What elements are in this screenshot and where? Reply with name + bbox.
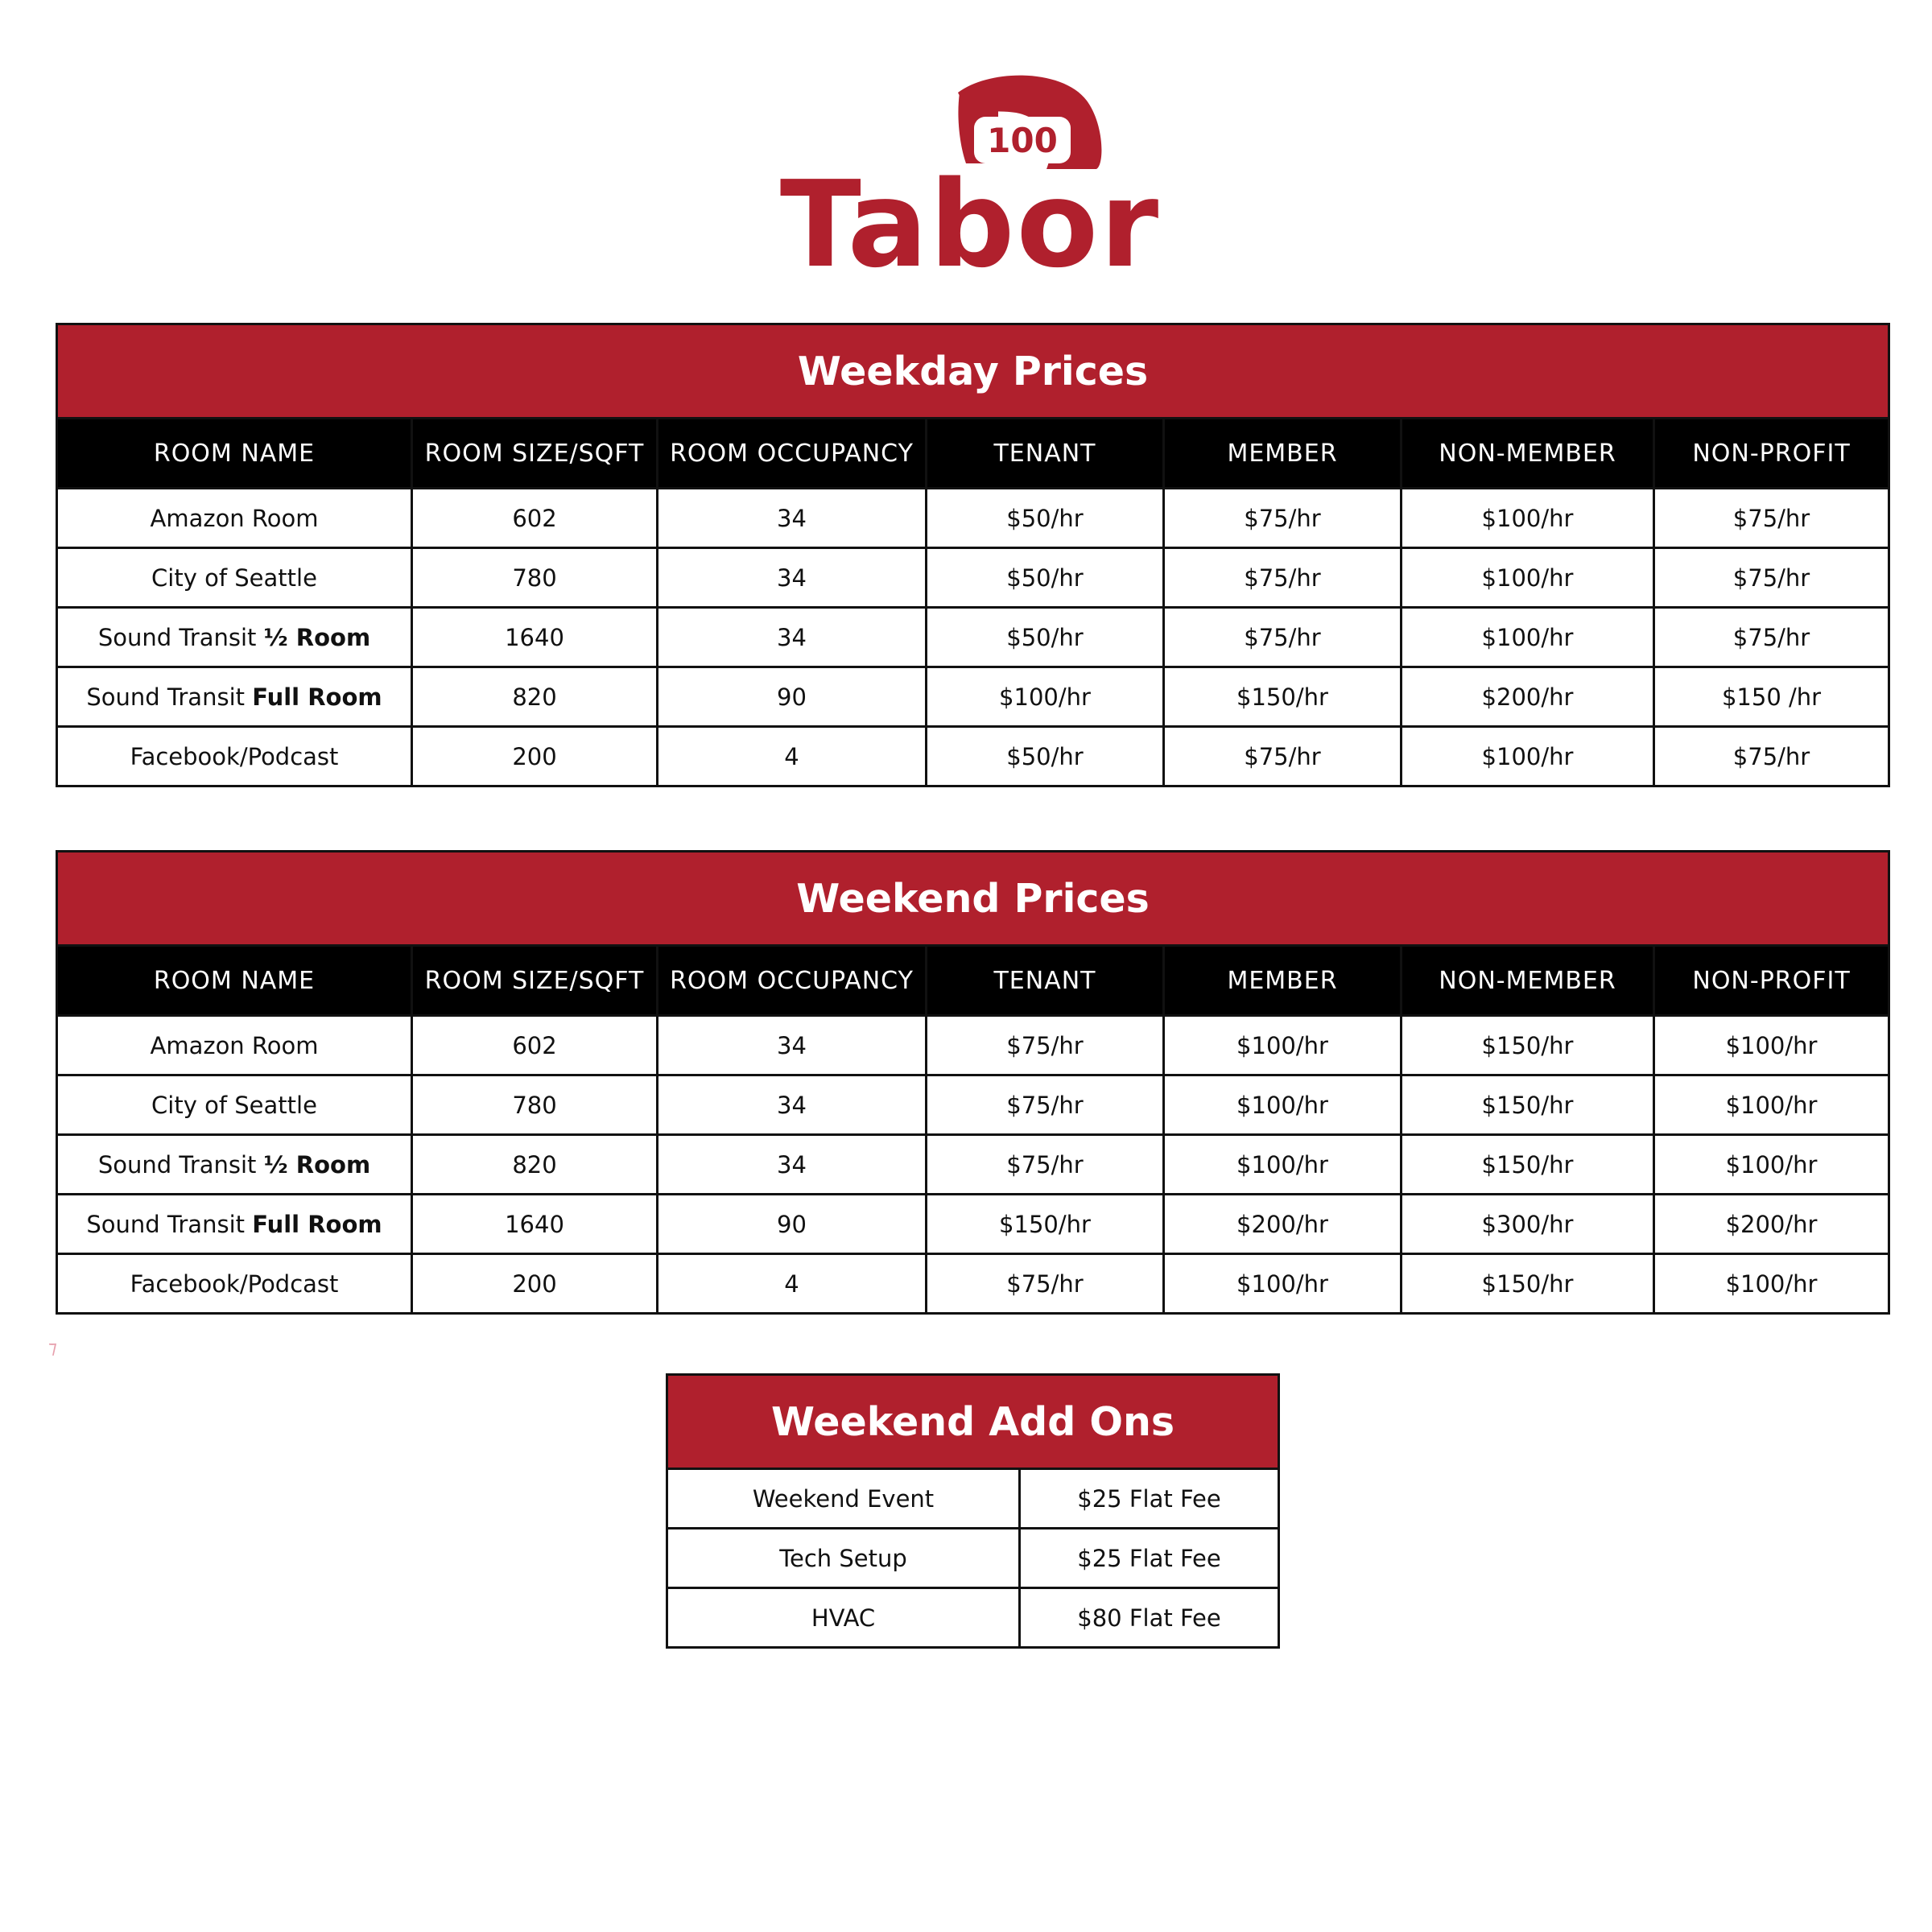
room-size-cell: 1640 bbox=[412, 1195, 658, 1254]
tenant-price-cell: $150/hr bbox=[927, 1195, 1164, 1254]
col-room-occupancy: ROOM OCCUPANCY bbox=[658, 946, 927, 1016]
weekend-title: Weekend Prices bbox=[57, 852, 1889, 946]
addon-label-cell: Tech Setup bbox=[667, 1529, 1020, 1588]
occupancy-cell: 34 bbox=[658, 1135, 927, 1195]
col-room-name: ROOM NAME bbox=[57, 946, 412, 1016]
member-price-cell: $75/hr bbox=[1164, 489, 1402, 548]
non-member-price-cell: $100/hr bbox=[1402, 489, 1654, 548]
table-row bbox=[57, 489, 1889, 548]
non-member-price-cell: $200/hr bbox=[1402, 667, 1654, 727]
tenant-price-cell: $50/hr bbox=[927, 727, 1164, 786]
non-profit-price-cell: $75/hr bbox=[1654, 548, 1889, 608]
col-non-profit: NON-PROFIT bbox=[1654, 419, 1889, 489]
room-name-cell: Amazon Room bbox=[57, 1016, 412, 1075]
room-name-cell: City of Seattle bbox=[57, 548, 412, 608]
addon-price-cell: $25 Flat Fee bbox=[1020, 1469, 1279, 1529]
occupancy-cell: 90 bbox=[658, 1195, 927, 1254]
member-price-cell: $75/hr bbox=[1164, 727, 1402, 786]
room-size-cell: 780 bbox=[412, 548, 658, 608]
member-price-cell: $75/hr bbox=[1164, 608, 1402, 667]
weekend-prices-table bbox=[56, 850, 1890, 1315]
col-room-name: ROOM NAME bbox=[57, 419, 412, 489]
room-size-cell: 820 bbox=[412, 667, 658, 727]
room-name-cell: Sound Transit ½ Room bbox=[57, 608, 412, 667]
table-row bbox=[57, 548, 1889, 608]
col-room-size: ROOM SIZE/SQFT bbox=[412, 419, 658, 489]
occupancy-cell: 34 bbox=[658, 608, 927, 667]
non-member-price-cell: $100/hr bbox=[1402, 608, 1654, 667]
non-profit-price-cell: $100/hr bbox=[1654, 1135, 1889, 1195]
occupancy-cell: 4 bbox=[658, 727, 927, 786]
member-price-cell: $100/hr bbox=[1164, 1075, 1402, 1135]
addon-price-cell: $25 Flat Fee bbox=[1020, 1529, 1279, 1588]
col-tenant: TENANT bbox=[927, 946, 1164, 1016]
col-tenant: TENANT bbox=[927, 419, 1164, 489]
col-room-occupancy: ROOM OCCUPANCY bbox=[658, 419, 927, 489]
member-price-cell: $75/hr bbox=[1164, 548, 1402, 608]
table-row bbox=[57, 667, 1889, 727]
table-row bbox=[57, 1075, 1889, 1135]
occupancy-cell: 4 bbox=[658, 1254, 927, 1314]
occupancy-cell: 34 bbox=[658, 548, 927, 608]
tenant-price-cell: $75/hr bbox=[927, 1135, 1164, 1195]
weekend-header-row bbox=[57, 946, 1889, 1016]
table-row bbox=[667, 1469, 1279, 1529]
weekday-title: Weekday Prices bbox=[57, 324, 1889, 419]
tenant-price-cell: $50/hr bbox=[927, 548, 1164, 608]
addon-price-cell: $80 Flat Fee bbox=[1020, 1588, 1279, 1648]
room-size-cell: 1640 bbox=[412, 608, 658, 667]
non-member-price-cell: $150/hr bbox=[1402, 1016, 1654, 1075]
occupancy-cell: 34 bbox=[658, 1075, 927, 1135]
non-member-price-cell: $150/hr bbox=[1402, 1135, 1654, 1195]
col-non-member: NON-MEMBER bbox=[1402, 946, 1654, 1016]
member-price-cell: $100/hr bbox=[1164, 1016, 1402, 1075]
non-profit-price-cell: $75/hr bbox=[1654, 489, 1889, 548]
non-profit-price-cell: $100/hr bbox=[1654, 1016, 1889, 1075]
non-profit-price-cell: $150 /hr bbox=[1654, 667, 1889, 727]
non-profit-price-cell: $200/hr bbox=[1654, 1195, 1889, 1254]
table-row bbox=[667, 1529, 1279, 1588]
tenant-price-cell: $50/hr bbox=[927, 489, 1164, 548]
non-member-price-cell: $300/hr bbox=[1402, 1195, 1654, 1254]
table-row bbox=[57, 1135, 1889, 1195]
room-name-cell: Amazon Room bbox=[57, 489, 412, 548]
table-row bbox=[57, 727, 1889, 786]
tenant-price-cell: $100/hr bbox=[927, 667, 1164, 727]
room-name-cell: Sound Transit ½ Room bbox=[57, 1135, 412, 1195]
room-size-cell: 602 bbox=[412, 489, 658, 548]
tenant-price-cell: $75/hr bbox=[927, 1075, 1164, 1135]
tenant-price-cell: $75/hr bbox=[927, 1016, 1164, 1075]
room-name-cell: Sound Transit Full Room bbox=[57, 667, 412, 727]
occupancy-cell: 34 bbox=[658, 489, 927, 548]
logo-wordmark: Tabor bbox=[779, 155, 1161, 294]
room-name-cell: Facebook/Podcast bbox=[57, 1254, 412, 1314]
table-row bbox=[57, 1254, 1889, 1314]
member-price-cell: $100/hr bbox=[1164, 1135, 1402, 1195]
table-row bbox=[57, 1195, 1889, 1254]
tenant-price-cell: $75/hr bbox=[927, 1254, 1164, 1314]
tabor-100-logo bbox=[779, 68, 1161, 294]
col-non-profit: NON-PROFIT bbox=[1654, 946, 1889, 1016]
room-name-cell: City of Seattle bbox=[57, 1075, 412, 1135]
col-room-size: ROOM SIZE/SQFT bbox=[412, 946, 658, 1016]
addons-title: Weekend Add Ons bbox=[667, 1375, 1279, 1469]
occupancy-cell: 90 bbox=[658, 667, 927, 727]
non-profit-price-cell: $100/hr bbox=[1654, 1254, 1889, 1314]
tenant-price-cell: $50/hr bbox=[927, 608, 1164, 667]
non-profit-price-cell: $100/hr bbox=[1654, 1075, 1889, 1135]
non-member-price-cell: $100/hr bbox=[1402, 727, 1654, 786]
room-name-cell: Sound Transit Full Room bbox=[57, 1195, 412, 1254]
room-size-cell: 602 bbox=[412, 1016, 658, 1075]
weekday-prices-table bbox=[56, 323, 1890, 787]
tabor-logo-graphic bbox=[779, 68, 1161, 294]
stray-mark: ⁊ bbox=[48, 1338, 57, 1358]
table-row bbox=[57, 608, 1889, 667]
non-member-price-cell: $150/hr bbox=[1402, 1254, 1654, 1314]
member-price-cell: $200/hr bbox=[1164, 1195, 1402, 1254]
addon-label-cell: HVAC bbox=[667, 1588, 1020, 1648]
room-name-cell: Facebook/Podcast bbox=[57, 727, 412, 786]
non-profit-price-cell: $75/hr bbox=[1654, 608, 1889, 667]
room-size-cell: 820 bbox=[412, 1135, 658, 1195]
room-size-cell: 780 bbox=[412, 1075, 658, 1135]
weekend-addons-table bbox=[666, 1373, 1280, 1649]
table-row bbox=[667, 1588, 1279, 1648]
non-member-price-cell: $100/hr bbox=[1402, 548, 1654, 608]
col-member: MEMBER bbox=[1164, 946, 1402, 1016]
non-member-price-cell: $150/hr bbox=[1402, 1075, 1654, 1135]
non-profit-price-cell: $75/hr bbox=[1654, 727, 1889, 786]
occupancy-cell: 34 bbox=[658, 1016, 927, 1075]
room-size-cell: 200 bbox=[412, 1254, 658, 1314]
col-non-member: NON-MEMBER bbox=[1402, 419, 1654, 489]
logo-badge-text: 100 bbox=[987, 121, 1058, 160]
col-member: MEMBER bbox=[1164, 419, 1402, 489]
addon-label-cell: Weekend Event bbox=[667, 1469, 1020, 1529]
room-size-cell: 200 bbox=[412, 727, 658, 786]
member-price-cell: $100/hr bbox=[1164, 1254, 1402, 1314]
table-row bbox=[57, 1016, 1889, 1075]
weekday-header-row bbox=[57, 419, 1889, 489]
member-price-cell: $150/hr bbox=[1164, 667, 1402, 727]
